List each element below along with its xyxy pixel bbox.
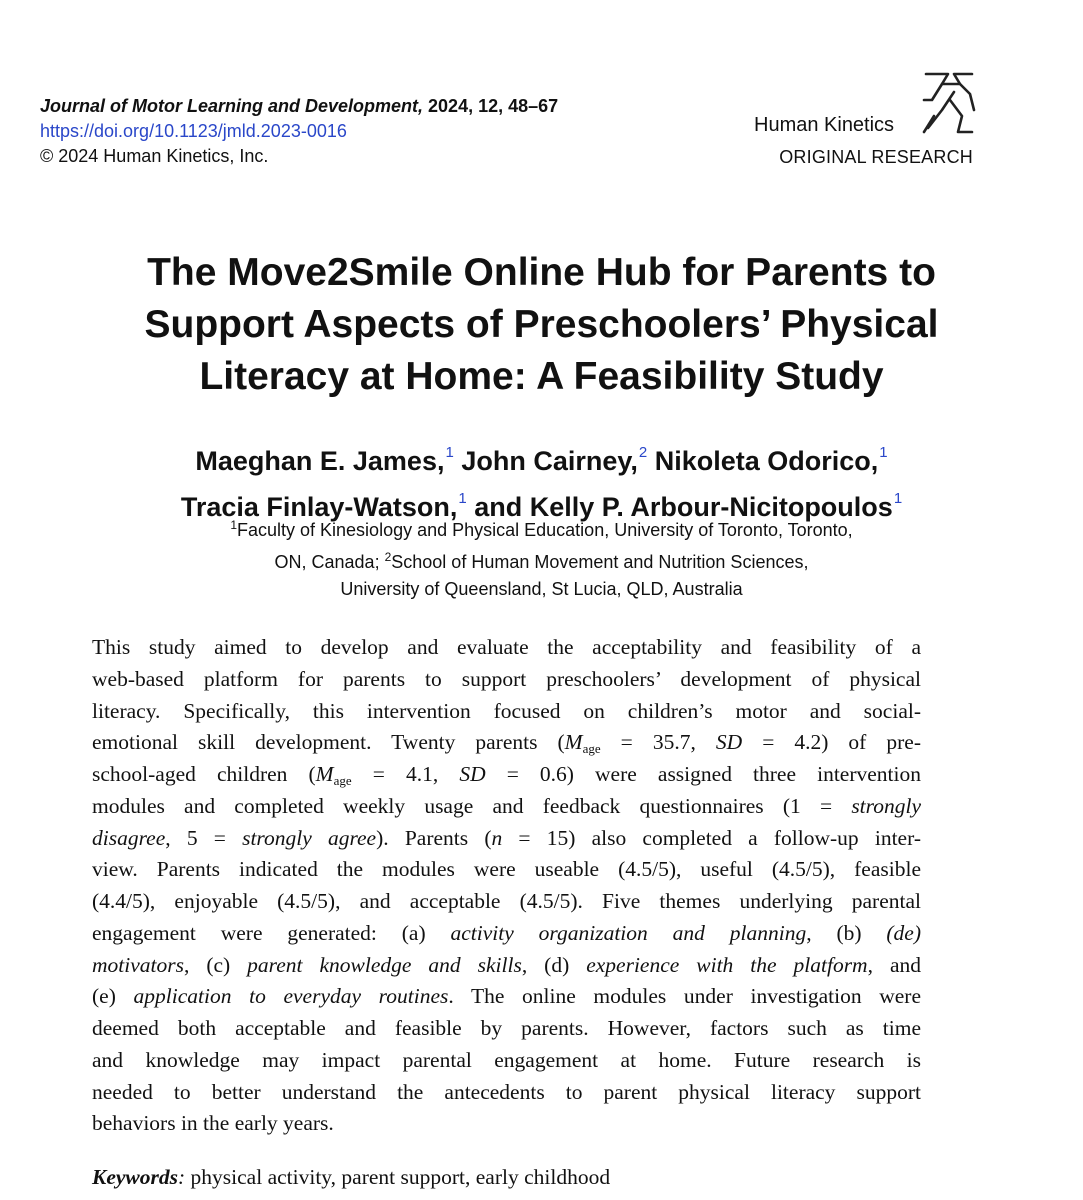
abstract: [92, 632, 921, 1140]
abstract-text: , 5 =: [165, 825, 243, 850]
journal-volume-pages: 2024, 12, 48–67: [423, 96, 559, 116]
abstract-italic: disagree: [92, 825, 166, 850]
abstract-text: . The online modules under investigation were: [448, 984, 921, 1009]
abstract-line: [92, 981, 921, 1013]
affiliation-ref[interactable]: 1: [879, 444, 888, 461]
author-name: and Kelly P. Arbour-Nicitopoulos: [474, 492, 893, 522]
title-line: The Move2Smile Online Hub for Parents to: [147, 251, 936, 294]
abstract-text: engagement were generated: (a): [92, 920, 451, 945]
affiliation-number: 1: [230, 518, 237, 532]
abstract-italic: application to everyday routines: [133, 984, 449, 1009]
keywords-colon: :: [178, 1165, 186, 1189]
abstract-italic: parent knowledge and skills: [247, 952, 522, 977]
abstract-line: behaviors in the early years.: [92, 1111, 334, 1136]
abstract-text: = 0.6) were assigned three intervention: [485, 762, 921, 786]
journal-citation: [40, 96, 558, 117]
abstract-line: (4.4/5), enjoyable (4.5/5), and acceptable (4.5/5). Five themes underlying parental: [92, 889, 921, 913]
author-line: [20, 434, 1063, 480]
abstract-line: [92, 759, 921, 791]
affiliation-text: ON, Canada;: [274, 552, 385, 572]
abstract-line: and knowledge may impact parental engagement at home. Future research is: [92, 1047, 921, 1072]
affiliation-line: University of Queensland, St Lucia, QLD, Australia: [340, 579, 743, 599]
abstract-italic: motivators: [92, 952, 184, 977]
stat-symbol: SD: [715, 730, 743, 755]
abstract-text: , (b): [806, 920, 887, 945]
abstract-line: deemed both acceptable and feasible by parents. However, factors such as time: [92, 1016, 921, 1040]
abstract-text: (e): [92, 984, 134, 1009]
journal-name: Journal of Motor Learning and Development,: [40, 96, 424, 116]
abstract-line: [92, 918, 921, 950]
abstract-text: = 15) also completed a follow-up inter-: [502, 825, 921, 850]
title-line: Literacy at Home: A Feasibility Study: [199, 355, 884, 398]
keywords: [92, 1165, 610, 1190]
affiliation-line: [20, 512, 1063, 544]
abstract-line: [92, 727, 921, 759]
publisher-name: Human Kinetics: [754, 114, 895, 136]
affiliation-ref[interactable]: 1: [893, 490, 903, 507]
abstract-italic: strongly agree: [242, 825, 377, 850]
affiliation-number: 2: [384, 550, 392, 564]
author-name: Maeghan E. James,: [195, 446, 445, 476]
abstract-text: , and: [867, 952, 921, 977]
author-name: Tracia Finlay-Watson,: [180, 492, 458, 522]
affiliation-ref[interactable]: 1: [445, 444, 454, 461]
abstract-text: = 4.1,: [351, 762, 460, 786]
abstract-text: ). Parents (: [376, 825, 492, 850]
copyright-notice: © 2024 Human Kinetics, Inc.: [40, 146, 269, 166]
author-name: John Cairney,: [461, 446, 638, 476]
abstract-italic: activity organization and planning: [450, 920, 807, 945]
abstract-line: literacy. Specifically, this intervention focused on children’s motor and social-: [92, 698, 921, 723]
stat-symbol: n: [491, 825, 503, 850]
abstract-line: [92, 950, 921, 982]
stat-subscript: age: [582, 741, 601, 757]
abstract-text: , (c): [183, 952, 248, 977]
abstract-line: needed to better understand the antecedents to parent physical literacy support: [92, 1079, 921, 1104]
keywords-label: Keywords: [92, 1165, 178, 1189]
affiliations: [20, 512, 1063, 603]
affiliation-line: [20, 544, 1063, 576]
stat-symbol: SD: [459, 762, 486, 786]
affiliation-ref[interactable]: 2: [638, 444, 648, 461]
abstract-line: web-based platform for parents to support preschoolers’ development of physical: [92, 666, 921, 691]
keywords-list: physical activity, parent support, early childhood: [185, 1165, 611, 1189]
abstract-line: view. Parents indicated the modules were useable (4.5/5), useful (4.5/5), feasible: [92, 857, 921, 882]
abstract-line: This study aimed to develop and evaluate the acceptability and feasibility of a: [92, 635, 921, 659]
abstract-italic: experience with the platform: [586, 952, 868, 977]
abstract-text: = 4.2) of pre-: [742, 730, 921, 755]
abstract-text: emotional skill development. Twenty parents (: [92, 730, 565, 755]
paper-title: [20, 247, 1063, 403]
abstract-text: = 35.7,: [600, 730, 716, 755]
stat-subscript: age: [333, 773, 352, 788]
abstract-text: modules and completed weekly usage and feedback questionnaires (1 =: [92, 793, 852, 818]
affiliation-text: School of Human Movement and Nutrition Sciences,: [391, 552, 809, 572]
article-type-label: ORIGINAL RESEARCH: [779, 147, 973, 167]
doi-link[interactable]: https://doi.org/10.1123/jmld.2023-0016: [40, 121, 347, 141]
stat-symbol: M: [315, 762, 334, 786]
abstract-italic: strongly: [851, 793, 921, 818]
abstract-text: school-aged children (: [92, 762, 316, 786]
stat-symbol: M: [564, 730, 583, 755]
abstract-line: [92, 823, 921, 855]
abstract-italic: (de): [886, 920, 922, 945]
abstract-line: [92, 791, 921, 823]
author-name: Nikoleta Odorico,: [654, 446, 879, 476]
human-kinetics-logo-icon: [920, 70, 976, 136]
affiliation-text: Faculty of Kinesiology and Physical Education, University of Toronto, Toronto,: [237, 520, 853, 540]
affiliation-ref[interactable]: 1: [458, 490, 467, 507]
abstract-text: , (d): [521, 952, 587, 977]
title-line: Support Aspects of Preschoolers’ Physical: [144, 303, 939, 346]
